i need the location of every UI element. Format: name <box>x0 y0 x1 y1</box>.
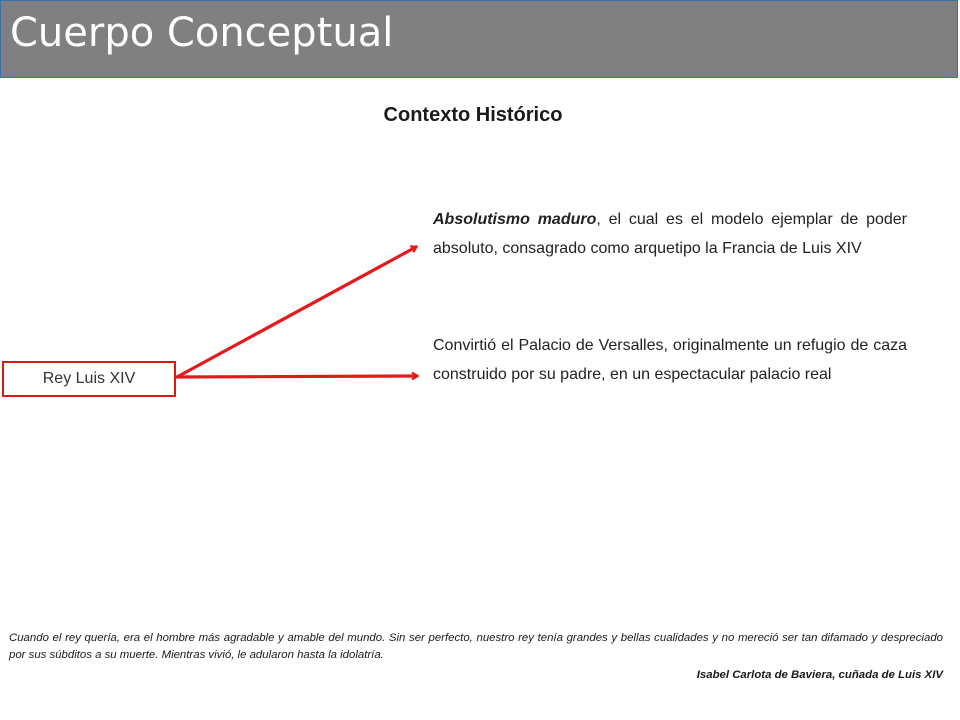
text-block-absolutismo <box>433 205 907 263</box>
text-body: , el cual es el modelo ejemplar de poder absoluto, consagrado como arquetipo la Francia de Luis XIV <box>433 211 907 257</box>
text-lead: Absolutismo maduro <box>433 211 597 228</box>
title-bar <box>0 0 958 78</box>
arrow-to-absolutismo <box>177 247 416 377</box>
arrow-to-versalles <box>177 376 417 377</box>
text-body: Convirtió el Palacio de Versalles, originalmente un refugio de caza construido por su padre, en un espectacular palacio real <box>433 337 907 383</box>
quote-attribution: Isabel Carlota de Baviera, cuñada de Luis XIV <box>696 669 943 681</box>
quote-text: Cuando el rey quería, era el hombre más agradable y amable del mundo. Sin ser perfecto, nuestro rey tenía grandes y bellas cualidades y no mereció ser tan difamado y despreciado por sus súbditos a su muerte. Mientras vivió, le adularon hasta la idolatría. <box>9 632 943 661</box>
text-block-versalles <box>433 331 907 389</box>
slide-subtitle: Contexto Histórico <box>383 104 563 126</box>
source-box-rey-luis-xiv <box>2 361 176 397</box>
slide-title: Cuerpo Conceptual <box>10 10 394 56</box>
source-label: Rey Luis XIV <box>42 370 136 387</box>
